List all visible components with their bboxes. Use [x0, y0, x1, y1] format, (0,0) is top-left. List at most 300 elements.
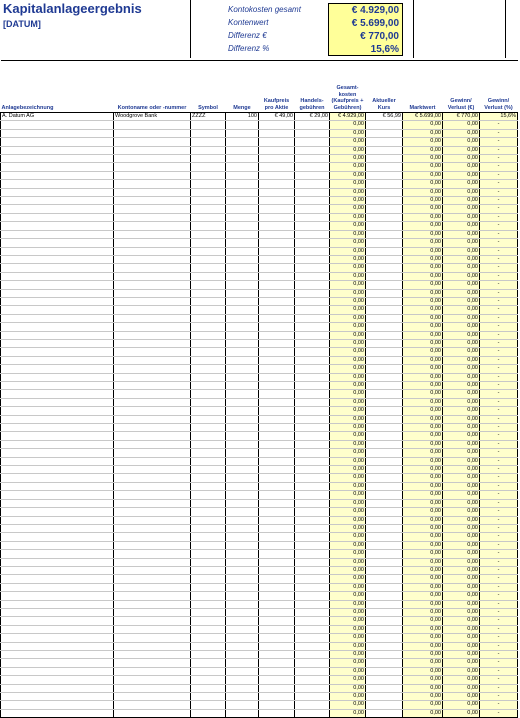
cell-market-value[interactable]: 0,00 — [403, 424, 443, 432]
cell-fees[interactable] — [295, 600, 330, 608]
cell-price[interactable] — [259, 138, 295, 146]
cell-symbol[interactable] — [191, 558, 226, 566]
cell-fees[interactable] — [295, 491, 330, 499]
cell-gain-pct[interactable]: - — [480, 466, 518, 474]
cell-gain-pct[interactable]: - — [480, 407, 518, 415]
cell-quantity[interactable] — [226, 138, 259, 146]
cell-current-price[interactable] — [366, 642, 403, 650]
cell-market-value[interactable]: 0,00 — [403, 709, 443, 717]
cell-symbol[interactable] — [191, 129, 226, 137]
cell-symbol[interactable] — [191, 482, 226, 490]
cell-market-value[interactable]: 0,00 — [403, 676, 443, 684]
cell-symbol[interactable] — [191, 339, 226, 347]
cell-name[interactable] — [1, 407, 114, 415]
cell-name[interactable] — [1, 566, 114, 574]
cell-price[interactable] — [259, 566, 295, 574]
summary-value[interactable]: 15,6% — [328, 43, 402, 56]
cell-account[interactable] — [114, 331, 191, 339]
cell-total-cost[interactable]: 0,00 — [330, 457, 366, 465]
cell-quantity[interactable] — [226, 205, 259, 213]
cell-fees[interactable] — [295, 432, 330, 440]
cell-price[interactable] — [259, 230, 295, 238]
cell-market-value[interactable]: 0,00 — [403, 617, 443, 625]
cell-quantity[interactable] — [226, 356, 259, 364]
cell-symbol[interactable] — [191, 566, 226, 574]
cell-gain-eur[interactable]: 0,00 — [443, 550, 480, 558]
cell-gain-eur[interactable]: 0,00 — [443, 575, 480, 583]
cell-price[interactable] — [259, 264, 295, 272]
cell-symbol[interactable] — [191, 592, 226, 600]
cell-name[interactable] — [1, 457, 114, 465]
cell-price[interactable] — [259, 617, 295, 625]
cell-quantity[interactable] — [226, 575, 259, 583]
cell-symbol[interactable] — [191, 499, 226, 507]
cell-quantity[interactable] — [226, 297, 259, 305]
cell-name[interactable] — [1, 432, 114, 440]
cell-market-value[interactable]: € 5.699,00 — [403, 113, 443, 121]
cell-total-cost[interactable]: 0,00 — [330, 155, 366, 163]
cell-symbol[interactable] — [191, 230, 226, 238]
cell-quantity[interactable] — [226, 390, 259, 398]
cell-fees[interactable] — [295, 625, 330, 633]
cell-gain-pct[interactable]: - — [480, 457, 518, 465]
cell-gain-pct[interactable]: - — [480, 180, 518, 188]
cell-account[interactable] — [114, 608, 191, 616]
cell-symbol[interactable] — [191, 491, 226, 499]
cell-symbol[interactable] — [191, 373, 226, 381]
cell-total-cost[interactable]: 0,00 — [330, 138, 366, 146]
cell-total-cost[interactable]: 0,00 — [330, 272, 366, 280]
cell-gain-eur[interactable]: 0,00 — [443, 171, 480, 179]
cell-fees[interactable] — [295, 524, 330, 532]
cell-account[interactable] — [114, 558, 191, 566]
cell-price[interactable] — [259, 508, 295, 516]
cell-account[interactable] — [114, 180, 191, 188]
cell-account[interactable] — [114, 424, 191, 432]
cell-current-price[interactable] — [366, 550, 403, 558]
cell-current-price[interactable] — [366, 356, 403, 364]
cell-market-value[interactable]: 0,00 — [403, 693, 443, 701]
cell-total-cost[interactable]: 0,00 — [330, 239, 366, 247]
cell-fees[interactable] — [295, 592, 330, 600]
cell-fees[interactable] — [295, 684, 330, 692]
cell-current-price[interactable] — [366, 617, 403, 625]
cell-gain-pct[interactable]: - — [480, 146, 518, 154]
cell-name[interactable] — [1, 617, 114, 625]
cell-gain-pct[interactable]: - — [480, 684, 518, 692]
cell-gain-pct[interactable]: - — [480, 297, 518, 305]
cell-account[interactable] — [114, 701, 191, 709]
cell-current-price[interactable] — [366, 541, 403, 549]
cell-symbol[interactable] — [191, 197, 226, 205]
cell-gain-pct[interactable]: - — [480, 709, 518, 717]
cell-price[interactable] — [259, 197, 295, 205]
cell-account[interactable] — [114, 508, 191, 516]
cell-total-cost[interactable]: 0,00 — [330, 617, 366, 625]
cell-symbol[interactable] — [191, 432, 226, 440]
cell-fees[interactable] — [295, 449, 330, 457]
cell-account[interactable] — [114, 659, 191, 667]
cell-current-price[interactable] — [366, 373, 403, 381]
cell-gain-eur[interactable]: 0,00 — [443, 390, 480, 398]
cell-current-price[interactable] — [366, 306, 403, 314]
cell-price[interactable] — [259, 667, 295, 675]
cell-gain-eur[interactable]: 0,00 — [443, 272, 480, 280]
cell-symbol[interactable] — [191, 516, 226, 524]
cell-gain-eur[interactable]: 0,00 — [443, 583, 480, 591]
cell-price[interactable] — [259, 356, 295, 364]
cell-market-value[interactable]: 0,00 — [403, 129, 443, 137]
cell-quantity[interactable] — [226, 314, 259, 322]
cell-gain-pct[interactable]: - — [480, 382, 518, 390]
cell-gain-pct[interactable]: - — [480, 289, 518, 297]
cell-fees[interactable] — [295, 289, 330, 297]
cell-market-value[interactable]: 0,00 — [403, 508, 443, 516]
cell-name[interactable] — [1, 222, 114, 230]
cell-gain-eur[interactable]: 0,00 — [443, 440, 480, 448]
cell-name[interactable] — [1, 701, 114, 709]
cell-quantity[interactable] — [226, 667, 259, 675]
cell-quantity[interactable] — [226, 272, 259, 280]
cell-quantity[interactable] — [226, 398, 259, 406]
cell-name[interactable] — [1, 264, 114, 272]
cell-total-cost[interactable]: 0,00 — [330, 466, 366, 474]
cell-account[interactable] — [114, 466, 191, 474]
cell-gain-eur[interactable]: 0,00 — [443, 676, 480, 684]
cell-symbol[interactable] — [191, 306, 226, 314]
cell-market-value[interactable]: 0,00 — [403, 524, 443, 532]
cell-price[interactable] — [259, 373, 295, 381]
cell-price[interactable] — [259, 600, 295, 608]
cell-current-price[interactable] — [366, 239, 403, 247]
cell-current-price[interactable] — [366, 382, 403, 390]
cell-symbol[interactable] — [191, 138, 226, 146]
cell-name[interactable] — [1, 667, 114, 675]
cell-gain-pct[interactable]: - — [480, 600, 518, 608]
cell-fees[interactable] — [295, 348, 330, 356]
cell-quantity[interactable] — [226, 474, 259, 482]
cell-total-cost[interactable]: 0,00 — [330, 390, 366, 398]
cell-quantity[interactable] — [226, 693, 259, 701]
cell-fees[interactable] — [295, 709, 330, 717]
cell-fees[interactable] — [295, 516, 330, 524]
cell-current-price[interactable] — [366, 205, 403, 213]
cell-gain-pct[interactable]: - — [480, 583, 518, 591]
cell-name[interactable] — [1, 205, 114, 213]
cell-name[interactable]: A. Datum AG — [1, 113, 114, 121]
cell-gain-eur[interactable]: 0,00 — [443, 356, 480, 364]
cell-current-price[interactable] — [366, 516, 403, 524]
cell-current-price[interactable] — [366, 323, 403, 331]
cell-quantity[interactable] — [226, 684, 259, 692]
cell-fees[interactable] — [295, 676, 330, 684]
cell-quantity[interactable] — [226, 415, 259, 423]
cell-gain-pct[interactable]: - — [480, 314, 518, 322]
cell-total-cost[interactable]: 0,00 — [330, 255, 366, 263]
cell-quantity[interactable] — [226, 171, 259, 179]
cell-fees[interactable] — [295, 188, 330, 196]
cell-fees[interactable] — [295, 440, 330, 448]
cell-total-cost[interactable]: 0,00 — [330, 129, 366, 137]
cell-name[interactable] — [1, 272, 114, 280]
cell-fees[interactable] — [295, 365, 330, 373]
cell-total-cost[interactable]: 0,00 — [330, 608, 366, 616]
cell-account[interactable] — [114, 297, 191, 305]
cell-fees[interactable] — [295, 297, 330, 305]
cell-name[interactable] — [1, 684, 114, 692]
cell-name[interactable] — [1, 297, 114, 305]
cell-quantity[interactable] — [226, 440, 259, 448]
cell-quantity[interactable] — [226, 709, 259, 717]
cell-market-value[interactable]: 0,00 — [403, 482, 443, 490]
cell-quantity[interactable] — [226, 432, 259, 440]
cell-account[interactable] — [114, 541, 191, 549]
cell-account[interactable] — [114, 491, 191, 499]
cell-current-price[interactable] — [366, 701, 403, 709]
cell-market-value[interactable]: 0,00 — [403, 533, 443, 541]
cell-name[interactable] — [1, 575, 114, 583]
cell-fees[interactable] — [295, 323, 330, 331]
cell-symbol[interactable] — [191, 600, 226, 608]
cell-name[interactable] — [1, 239, 114, 247]
cell-gain-pct[interactable]: - — [480, 255, 518, 263]
cell-symbol[interactable] — [191, 264, 226, 272]
cell-symbol[interactable] — [191, 449, 226, 457]
cell-account[interactable] — [114, 289, 191, 297]
cell-name[interactable] — [1, 247, 114, 255]
cell-market-value[interactable]: 0,00 — [403, 222, 443, 230]
cell-current-price[interactable] — [366, 365, 403, 373]
cell-gain-eur[interactable]: 0,00 — [443, 188, 480, 196]
cell-account[interactable] — [114, 323, 191, 331]
cell-current-price[interactable] — [366, 566, 403, 574]
cell-account[interactable] — [114, 407, 191, 415]
cell-current-price[interactable] — [366, 272, 403, 280]
cell-symbol[interactable] — [191, 398, 226, 406]
cell-gain-eur[interactable]: 0,00 — [443, 365, 480, 373]
cell-total-cost[interactable]: 0,00 — [330, 550, 366, 558]
cell-gain-pct[interactable]: - — [480, 339, 518, 347]
cell-gain-eur[interactable]: 0,00 — [443, 684, 480, 692]
cell-price[interactable] — [259, 592, 295, 600]
cell-market-value[interactable]: 0,00 — [403, 373, 443, 381]
cell-total-cost[interactable]: 0,00 — [330, 121, 366, 129]
cell-symbol[interactable] — [191, 297, 226, 305]
cell-price[interactable] — [259, 382, 295, 390]
cell-account[interactable] — [114, 474, 191, 482]
cell-gain-pct[interactable]: - — [480, 390, 518, 398]
cell-gain-eur[interactable]: 0,00 — [443, 516, 480, 524]
cell-gain-eur[interactable]: 0,00 — [443, 382, 480, 390]
cell-symbol[interactable] — [191, 440, 226, 448]
cell-gain-pct[interactable]: - — [480, 188, 518, 196]
cell-current-price[interactable] — [366, 264, 403, 272]
cell-gain-eur[interactable]: 0,00 — [443, 415, 480, 423]
cell-gain-pct[interactable]: - — [480, 508, 518, 516]
cell-quantity[interactable] — [226, 197, 259, 205]
cell-gain-eur[interactable]: 0,00 — [443, 264, 480, 272]
cell-price[interactable] — [259, 407, 295, 415]
cell-gain-pct[interactable]: - — [480, 659, 518, 667]
cell-price[interactable] — [259, 676, 295, 684]
cell-symbol[interactable] — [191, 356, 226, 364]
cell-current-price[interactable] — [366, 339, 403, 347]
cell-account[interactable] — [114, 583, 191, 591]
cell-fees[interactable] — [295, 533, 330, 541]
cell-current-price[interactable] — [366, 583, 403, 591]
cell-current-price[interactable] — [366, 432, 403, 440]
cell-total-cost[interactable]: 0,00 — [330, 171, 366, 179]
cell-total-cost[interactable]: 0,00 — [330, 667, 366, 675]
cell-fees[interactable] — [295, 642, 330, 650]
cell-name[interactable] — [1, 213, 114, 221]
cell-current-price[interactable] — [366, 314, 403, 322]
cell-gain-pct[interactable]: - — [480, 693, 518, 701]
cell-symbol[interactable] — [191, 642, 226, 650]
cell-symbol[interactable] — [191, 424, 226, 432]
cell-gain-pct[interactable]: 15,6% — [480, 113, 518, 121]
cell-gain-eur[interactable]: 0,00 — [443, 247, 480, 255]
cell-total-cost[interactable]: 0,00 — [330, 281, 366, 289]
cell-fees[interactable] — [295, 339, 330, 347]
cell-quantity[interactable] — [226, 625, 259, 633]
cell-quantity[interactable] — [226, 558, 259, 566]
cell-gain-pct[interactable]: - — [480, 541, 518, 549]
cell-market-value[interactable]: 0,00 — [403, 659, 443, 667]
cell-gain-pct[interactable]: - — [480, 205, 518, 213]
cell-fees[interactable] — [295, 701, 330, 709]
cell-account[interactable] — [114, 390, 191, 398]
cell-gain-eur[interactable]: 0,00 — [443, 617, 480, 625]
cell-account[interactable] — [114, 281, 191, 289]
cell-gain-pct[interactable]: - — [480, 625, 518, 633]
cell-gain-eur[interactable]: 0,00 — [443, 659, 480, 667]
cell-quantity[interactable] — [226, 365, 259, 373]
cell-current-price[interactable] — [366, 289, 403, 297]
cell-market-value[interactable]: 0,00 — [403, 566, 443, 574]
cell-current-price[interactable] — [366, 634, 403, 642]
cell-gain-pct[interactable]: - — [480, 642, 518, 650]
cell-fees[interactable] — [295, 583, 330, 591]
cell-current-price[interactable] — [366, 440, 403, 448]
cell-symbol[interactable] — [191, 155, 226, 163]
cell-gain-pct[interactable]: - — [480, 121, 518, 129]
cell-current-price[interactable] — [366, 255, 403, 263]
cell-account[interactable]: Woodgrove Bank — [114, 113, 191, 121]
cell-price[interactable] — [259, 651, 295, 659]
cell-current-price[interactable]: € 56,99 — [366, 113, 403, 121]
cell-total-cost[interactable]: 0,00 — [330, 348, 366, 356]
cell-total-cost[interactable]: 0,00 — [330, 264, 366, 272]
cell-account[interactable] — [114, 684, 191, 692]
cell-gain-eur[interactable]: 0,00 — [443, 213, 480, 221]
cell-current-price[interactable] — [366, 667, 403, 675]
cell-price[interactable] — [259, 449, 295, 457]
cell-market-value[interactable]: 0,00 — [403, 558, 443, 566]
cell-market-value[interactable]: 0,00 — [403, 398, 443, 406]
cell-gain-pct[interactable]: - — [480, 356, 518, 364]
cell-quantity[interactable] — [226, 146, 259, 154]
cell-account[interactable] — [114, 533, 191, 541]
cell-current-price[interactable] — [366, 575, 403, 583]
cell-fees[interactable] — [295, 407, 330, 415]
cell-total-cost[interactable]: 0,00 — [330, 382, 366, 390]
cell-current-price[interactable] — [366, 331, 403, 339]
cell-total-cost[interactable]: 0,00 — [330, 146, 366, 154]
cell-account[interactable] — [114, 709, 191, 717]
cell-price[interactable] — [259, 398, 295, 406]
cell-fees[interactable] — [295, 634, 330, 642]
cell-quantity[interactable] — [226, 533, 259, 541]
cell-market-value[interactable]: 0,00 — [403, 138, 443, 146]
cell-current-price[interactable] — [366, 592, 403, 600]
cell-gain-eur[interactable]: 0,00 — [443, 457, 480, 465]
cell-total-cost[interactable]: 0,00 — [330, 339, 366, 347]
cell-quantity[interactable] — [226, 155, 259, 163]
cell-price[interactable] — [259, 281, 295, 289]
cell-gain-eur[interactable]: 0,00 — [443, 541, 480, 549]
cell-market-value[interactable]: 0,00 — [403, 205, 443, 213]
cell-name[interactable] — [1, 356, 114, 364]
cell-price[interactable] — [259, 533, 295, 541]
cell-total-cost[interactable]: 0,00 — [330, 188, 366, 196]
cell-fees[interactable] — [295, 466, 330, 474]
cell-total-cost[interactable]: 0,00 — [330, 356, 366, 364]
cell-fees[interactable] — [295, 222, 330, 230]
cell-gain-pct[interactable]: - — [480, 440, 518, 448]
cell-market-value[interactable]: 0,00 — [403, 667, 443, 675]
cell-current-price[interactable] — [366, 171, 403, 179]
cell-total-cost[interactable]: 0,00 — [330, 491, 366, 499]
cell-gain-eur[interactable]: 0,00 — [443, 314, 480, 322]
cell-account[interactable] — [114, 205, 191, 213]
cell-gain-eur[interactable]: 0,00 — [443, 474, 480, 482]
cell-gain-eur[interactable]: 0,00 — [443, 323, 480, 331]
cell-market-value[interactable]: 0,00 — [403, 583, 443, 591]
cell-total-cost[interactable]: 0,00 — [330, 676, 366, 684]
cell-quantity[interactable] — [226, 583, 259, 591]
cell-current-price[interactable] — [366, 491, 403, 499]
cell-price[interactable] — [259, 314, 295, 322]
cell-total-cost[interactable]: 0,00 — [330, 180, 366, 188]
cell-name[interactable] — [1, 415, 114, 423]
cell-gain-eur[interactable]: 0,00 — [443, 398, 480, 406]
cell-current-price[interactable] — [366, 424, 403, 432]
cell-gain-eur[interactable]: 0,00 — [443, 558, 480, 566]
cell-total-cost[interactable]: 0,00 — [330, 398, 366, 406]
cell-market-value[interactable]: 0,00 — [403, 306, 443, 314]
cell-price[interactable] — [259, 608, 295, 616]
cell-current-price[interactable] — [366, 558, 403, 566]
cell-fees[interactable] — [295, 390, 330, 398]
cell-market-value[interactable]: 0,00 — [403, 188, 443, 196]
cell-market-value[interactable]: 0,00 — [403, 247, 443, 255]
cell-market-value[interactable]: 0,00 — [403, 474, 443, 482]
cell-quantity[interactable] — [226, 659, 259, 667]
cell-price[interactable] — [259, 163, 295, 171]
cell-price[interactable] — [259, 146, 295, 154]
cell-symbol[interactable] — [191, 693, 226, 701]
cell-current-price[interactable] — [366, 146, 403, 154]
cell-account[interactable] — [114, 516, 191, 524]
cell-price[interactable] — [259, 541, 295, 549]
cell-name[interactable] — [1, 314, 114, 322]
cell-symbol[interactable] — [191, 701, 226, 709]
cell-price[interactable] — [259, 255, 295, 263]
cell-total-cost[interactable]: 0,00 — [330, 474, 366, 482]
cell-fees[interactable] — [295, 398, 330, 406]
cell-name[interactable] — [1, 625, 114, 633]
